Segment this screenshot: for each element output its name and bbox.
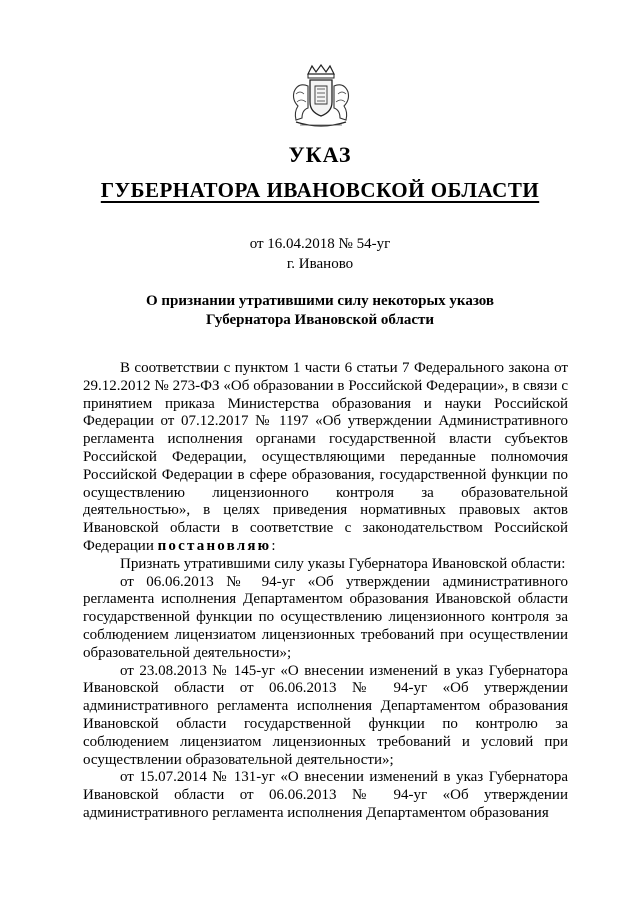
repealed-item-3: от 15.07.2014 № 131-уг «О внесении изменений в указ Губернатора Ивановской области от 06.06.2013 № 94-уг «Об утверждении административного регламента исполнения Департаментом образования bbox=[83, 769, 568, 821]
preamble-paragraph bbox=[83, 360, 568, 556]
preamble-colon: : bbox=[271, 537, 276, 554]
issuer-title: ГУБЕРНАТОРА ИВАНОВСКОЙ ОБЛАСТИ bbox=[100, 178, 540, 202]
repealed-item-1: от 06.06.2013 № 94-уг «Об утверждении административного регламента исполнения Департаментом образования Ивановской области государственной функции по осуществлению лицензионного контроля за соблюдением лицензиатом лицензионных требований при осуществлении образовательной деятельности»; bbox=[83, 573, 568, 661]
preamble-text: В соответствии с пунктом 1 части 6 статьи 7 Федерального закона от 29.12.2012 № 273-ФЗ «Об образовании в Российской Федерации», в связи с принятием приказа Министерства образования и науки Российской Федерации от 07.12.2017 № 1197 «Об утверждении Административного регламента исполнения органами государственной власти субъектов Российской Федерации, осуществляющими переданные полномочия Российской Федерации в сфере образования, государственной функции по осуществлению лицензионного контроля за образовательной деятельностью», в целях приведения нормативных правовых актов Ивановской области в соответствие с законодательством Российской Федерации bbox=[83, 360, 568, 554]
decree-keyword: постановляю bbox=[157, 537, 272, 554]
decree-city: г. Иваново bbox=[286, 256, 354, 272]
decree-subject-line-1: О признании утратившими силу некоторых указов bbox=[146, 293, 494, 309]
repealed-item-2: от 23.08.2013 № 145-уг «О внесении изменений в указ Губернатора Ивановской области от 06.06.2013 № 94-уг «Об утверждении административного регламента исполнения Департаментом образования Ивановской области государственной функции по контролю за соблюдением лицензиатом лицензионных требований и условий при осуществлении образовательной деятельности»; bbox=[83, 662, 568, 768]
document-type-title: УКАЗ bbox=[288, 142, 352, 167]
decree-subject-line-2: Губернатора Ивановской области bbox=[205, 312, 435, 328]
ivanovo-coat-of-arms-icon bbox=[286, 64, 356, 130]
operative-paragraph: Признать утратившими силу указы Губернатора Ивановской области: bbox=[120, 555, 566, 572]
decree-date-number: от 16.04.2018 № 54-уг bbox=[249, 236, 391, 252]
decree-body bbox=[83, 360, 568, 823]
